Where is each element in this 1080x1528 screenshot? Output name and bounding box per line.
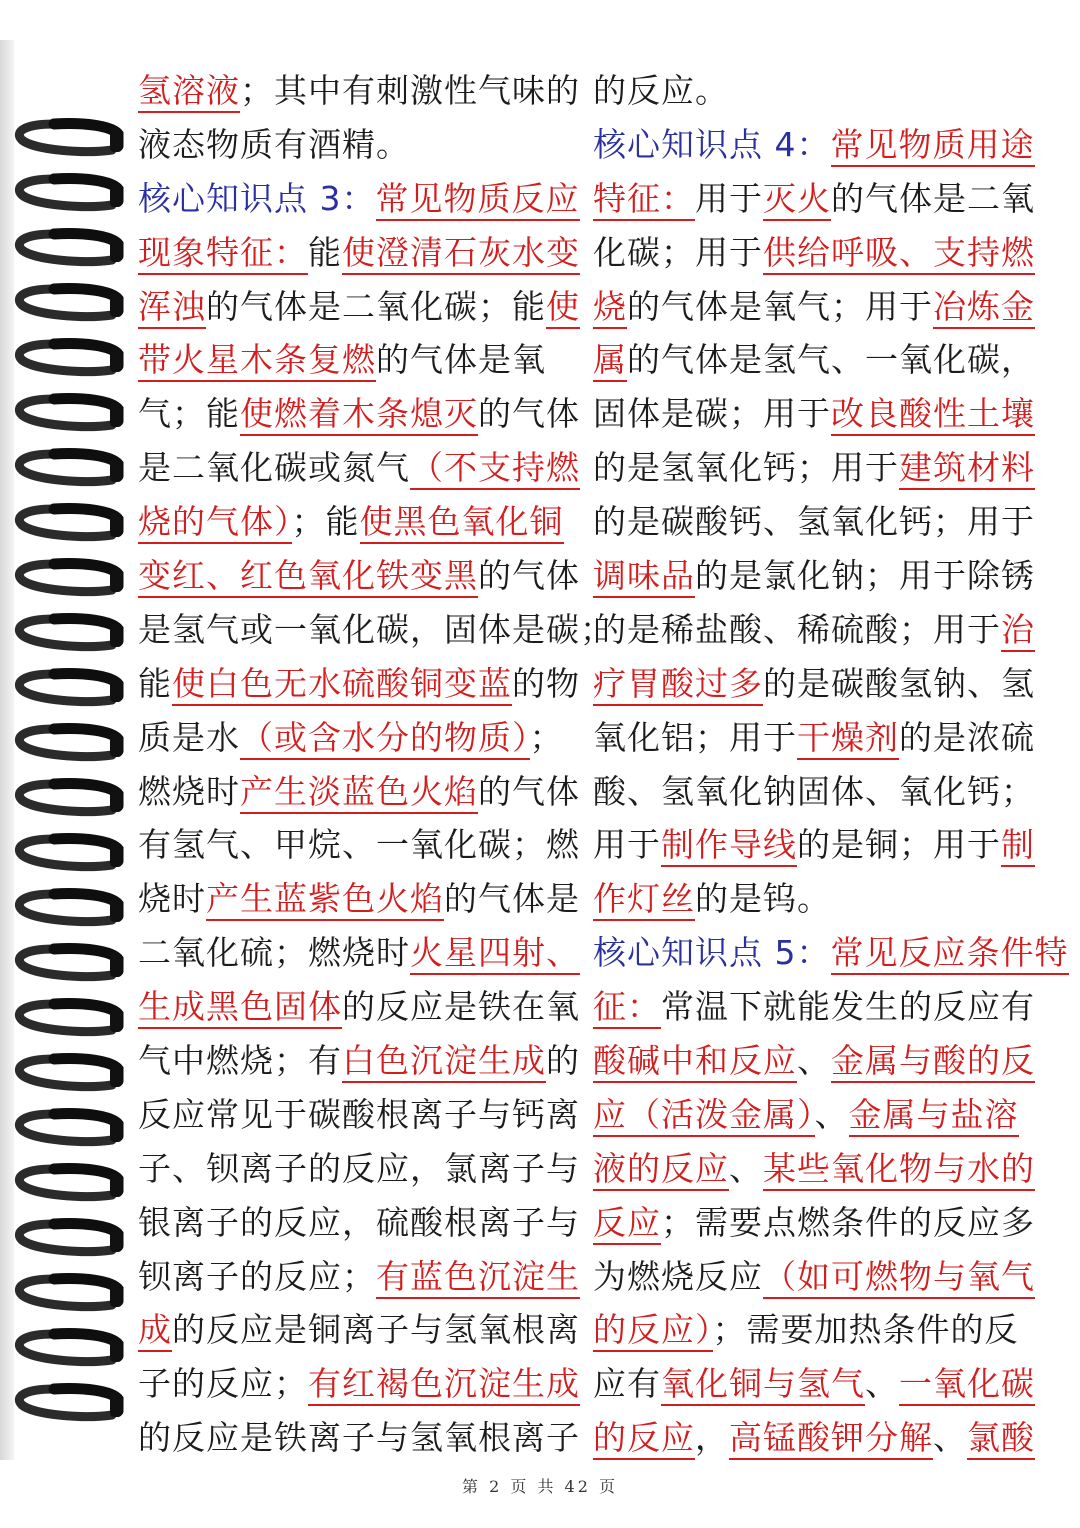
text-line <box>593 1088 1023 1142</box>
body-text: 质是水 <box>138 717 240 757</box>
highlighted-keyword: 变红、红色氧化铁变黑 <box>138 556 478 598</box>
body-text: 的是浓硫 <box>899 717 1035 757</box>
body-text: 子、钡离子的反应，氯离子与 <box>138 1148 580 1188</box>
highlighted-keyword: 某些氧化物与水的 <box>763 1149 1035 1191</box>
highlighted-keyword: 有红褐色沉淀生成 <box>308 1364 580 1406</box>
body-text: 、 <box>729 1148 763 1188</box>
text-line <box>593 980 1035 1034</box>
body-text: ；需要加热条件的反 <box>712 1310 1019 1350</box>
text-line <box>138 926 580 980</box>
body-text: 为燃烧反应 <box>593 1256 763 1296</box>
highlighted-keyword: 常见反应条件特 <box>831 933 1069 975</box>
highlighted-keyword: （不支持燃 <box>410 448 580 490</box>
body-text: 钡离子的反应； <box>138 1256 376 1296</box>
highlighted-keyword: 一氧化碳 <box>899 1364 1035 1406</box>
body-text: 能 <box>138 663 172 703</box>
highlighted-keyword: 疗胃酸过多 <box>593 664 763 706</box>
text-line <box>138 333 563 387</box>
highlighted-keyword: 带火星木条复燃 <box>138 340 376 382</box>
text-line <box>593 1142 1035 1196</box>
body-text: 的气体是氧 <box>376 340 546 380</box>
body-text: 的气体是二氧化碳；能 <box>206 286 546 326</box>
body-text: 气中燃烧；有 <box>138 1041 342 1081</box>
body-text: ；其中有刺激性气味的 <box>240 71 580 110</box>
text-line <box>593 280 1035 334</box>
highlighted-keyword: 使 <box>546 287 580 329</box>
highlighted-keyword: 的反应） <box>593 1310 713 1352</box>
body-text: 的反应是铜离子与氢氧根离 <box>172 1310 580 1350</box>
body-text: 化碳；用于 <box>593 232 763 272</box>
text-line <box>138 387 580 441</box>
binding-ring <box>19 508 122 537</box>
text-line <box>593 1196 1035 1250</box>
binding-ring <box>19 618 122 647</box>
body-text: 有氢气、甲烷、一氧化碳；燃 <box>138 825 580 865</box>
body-text: 用于 <box>593 825 661 865</box>
text-line <box>593 1357 1035 1411</box>
binding-ring <box>19 563 122 592</box>
text-line <box>593 495 1035 549</box>
text-line <box>138 1411 580 1465</box>
text-line <box>138 495 563 549</box>
text-line <box>138 657 580 711</box>
highlighted-keyword: 使白色无水硫酸铜变蓝 <box>172 664 512 706</box>
text-line <box>138 172 580 226</box>
body-text: 、 <box>814 1094 849 1134</box>
page-edge-shadow <box>0 40 14 1460</box>
text-line <box>593 1250 1035 1304</box>
left-text-column <box>138 64 614 1465</box>
body-text: 反应常见于碳酸根离子与钙离 <box>138 1094 580 1134</box>
binding-ring <box>19 893 122 922</box>
body-text: 固体是碳；用于 <box>593 394 831 434</box>
highlighted-keyword: 建筑材料 <box>899 448 1035 490</box>
highlighted-keyword: 金属与盐溶 <box>849 1095 1019 1137</box>
binding-ring <box>19 1003 122 1032</box>
text-line <box>138 549 580 603</box>
body-text: 的气体是 <box>444 879 580 919</box>
body-text: 氧化铝；用于 <box>593 717 797 757</box>
body-text: 是二氧化碳或氮气 <box>138 448 410 488</box>
text-line <box>593 1034 1035 1088</box>
highlighted-keyword: 酸碱中和反应 <box>593 1041 797 1083</box>
binding-ring <box>19 1223 122 1252</box>
highlighted-keyword: 产生淡蓝色火焰 <box>240 772 478 814</box>
text-line <box>138 1088 580 1142</box>
highlighted-keyword: 液的反应 <box>593 1149 729 1191</box>
body-text: 的是氯化钠；用于除锈 <box>695 556 1035 596</box>
text-line <box>593 549 1035 603</box>
highlighted-keyword: 应（活泼金属） <box>593 1095 815 1137</box>
section-heading: 核心知识点 5： <box>593 933 831 973</box>
text-line <box>138 118 563 172</box>
highlighted-keyword: （或含水分的物质） <box>240 718 530 760</box>
highlighted-keyword: 干燥剂 <box>797 718 899 760</box>
binding-ring <box>19 453 122 482</box>
text-line <box>138 1303 580 1357</box>
binding-ring <box>19 1388 122 1417</box>
body-text: 的是碳酸钙、氢氧化钙；用于 <box>593 502 1035 542</box>
body-text: 的物 <box>512 663 580 703</box>
binding-ring <box>19 838 122 867</box>
binding-ring <box>19 673 122 702</box>
text-line <box>138 226 580 280</box>
spiral-binding-icon <box>14 110 124 1460</box>
highlighted-keyword: 产生蓝紫色火焰 <box>206 879 444 921</box>
highlighted-keyword: 浑浊 <box>138 287 206 329</box>
text-line <box>593 765 1035 819</box>
text-line <box>138 1196 580 1250</box>
section-heading: 核心知识点 3： <box>138 178 376 218</box>
highlighted-keyword: 氧化铜与氢气 <box>661 1364 865 1406</box>
text-line <box>138 441 580 495</box>
text-line <box>593 1411 1035 1465</box>
highlighted-keyword: 氯酸 <box>967 1418 1035 1460</box>
body-text: 烧时 <box>138 879 206 919</box>
section-heading: 核心知识点 4： <box>593 124 831 164</box>
highlighted-keyword: （如可燃物与氧气 <box>763 1257 1035 1299</box>
body-text: 、 <box>865 1364 899 1404</box>
binding-ring <box>19 1333 122 1362</box>
text-line <box>593 64 1023 118</box>
highlighted-keyword: 制作导线 <box>661 825 797 867</box>
highlighted-keyword: 冶炼金 <box>933 287 1035 329</box>
body-text: 的反应。 <box>593 71 729 110</box>
body-text: 用于 <box>695 178 763 218</box>
body-text: 液态物质有酒精。 <box>138 124 410 164</box>
body-text: 的是钨。 <box>695 879 831 919</box>
body-text: 的气体是氢气、一氧化碳， <box>627 340 1035 380</box>
body-text: ； <box>529 717 564 757</box>
text-line <box>593 441 1035 495</box>
highlighted-keyword: 成 <box>138 1310 172 1352</box>
body-text: 的是铜；用于 <box>797 825 1001 865</box>
highlighted-keyword: 白色沉淀生成 <box>342 1041 546 1083</box>
body-text: 子的反应； <box>138 1364 308 1404</box>
highlighted-keyword: 常见物质反应 <box>376 179 580 221</box>
highlighted-keyword: 火星四射、 <box>410 933 580 975</box>
body-text: 、 <box>933 1418 967 1458</box>
text-line <box>138 1357 580 1411</box>
body-text: 常温下就能发生的反应有 <box>661 987 1035 1027</box>
body-text: ， <box>695 1418 729 1458</box>
text-line <box>138 980 580 1034</box>
highlighted-keyword: 高锰酸钾分解 <box>729 1418 933 1460</box>
text-line <box>593 926 1069 980</box>
body-text: 应有 <box>593 1364 661 1404</box>
binding-ring <box>19 288 122 317</box>
highlighted-keyword: 氢溶液 <box>138 71 240 113</box>
body-text: ；能 <box>291 502 360 542</box>
page-footer: 第 2 页 共 42 页 <box>462 1477 618 1496</box>
text-line <box>138 872 580 926</box>
text-line <box>593 711 1035 765</box>
body-text: 气；能 <box>138 394 240 434</box>
text-line <box>593 1303 1023 1357</box>
text-line <box>138 711 563 765</box>
text-line <box>593 818 1035 872</box>
body-text: 的气体是氧气；用于 <box>627 286 933 326</box>
binding-ring <box>19 1058 122 1087</box>
highlighted-keyword: 有蓝色沉淀生 <box>376 1257 580 1299</box>
binding-ring <box>19 1113 122 1142</box>
highlighted-keyword: 灭火 <box>763 179 831 221</box>
body-text: 的反应是铁在氧 <box>342 987 580 1027</box>
body-text: 的是氢氧化钙；用于 <box>593 448 899 488</box>
text-line <box>593 118 1035 172</box>
highlighted-keyword: 使燃着木条熄灭 <box>240 394 478 436</box>
text-line <box>138 1034 580 1088</box>
binding-ring <box>19 178 122 207</box>
body-text: 银离子的反应，硫酸根离子与 <box>138 1202 580 1242</box>
text-line <box>593 387 1035 441</box>
body-text: 的是稀盐酸、稀硫酸；用于 <box>593 609 1001 649</box>
body-text: 能 <box>308 232 342 272</box>
text-line <box>593 172 1035 226</box>
binding-ring <box>19 233 122 262</box>
body-text: 的反应是铁离子与氢氧根离子 <box>138 1418 580 1458</box>
highlighted-keyword: 金属与酸的反 <box>831 1041 1035 1083</box>
body-text: 酸、氢氧化钠固体、氧化钙； <box>593 771 1035 811</box>
highlighted-keyword: 的反应 <box>593 1418 695 1460</box>
text-line <box>138 280 580 334</box>
text-line <box>593 657 1035 711</box>
text-line <box>138 1142 580 1196</box>
highlighted-keyword: 烧 <box>593 287 627 329</box>
binding-ring <box>19 123 122 152</box>
text-line <box>138 818 580 872</box>
highlighted-keyword: 调味品 <box>593 556 695 598</box>
text-line <box>593 333 1035 387</box>
highlighted-keyword: 制 <box>1001 825 1035 867</box>
text-line <box>138 1250 580 1304</box>
text-line <box>593 226 1035 280</box>
body-text: 的气体 <box>478 556 580 596</box>
highlighted-keyword: 治 <box>1001 610 1035 652</box>
binding-ring <box>19 783 122 812</box>
highlighted-keyword: 特征： <box>593 179 695 221</box>
binding-ring <box>19 948 122 977</box>
text-line <box>138 603 614 657</box>
right-text-column <box>593 64 1069 1465</box>
highlighted-keyword: 改良酸性土壤 <box>831 394 1035 436</box>
text-line <box>593 603 1035 657</box>
highlighted-keyword: 征： <box>593 987 661 1029</box>
binding-ring <box>19 728 122 757</box>
text-line <box>593 872 1023 926</box>
body-text: ；需要点燃条件的反应多 <box>661 1202 1035 1242</box>
body-text: 燃烧时 <box>138 771 240 811</box>
highlighted-keyword: 常见物质用途 <box>831 125 1035 167</box>
highlighted-keyword: 使黑色氧化铜 <box>360 502 564 544</box>
body-text: 的 <box>546 1041 580 1081</box>
text-line <box>138 64 580 118</box>
text-line <box>138 765 580 819</box>
highlighted-keyword: 使澄清石灰水变 <box>342 233 580 275</box>
binding-ring <box>19 398 122 427</box>
highlighted-keyword: 反应 <box>593 1203 661 1245</box>
body-text: 、 <box>797 1041 831 1081</box>
highlighted-keyword: 供给呼吸、支持燃 <box>763 233 1035 275</box>
body-text: 的是碳酸氢钠、氢 <box>763 663 1035 703</box>
body-text: 是氢气或一氧化碳，固体是碳； <box>138 609 614 649</box>
binding-ring <box>19 1168 122 1197</box>
highlighted-keyword: 烧的气体） <box>138 502 292 544</box>
highlighted-keyword: 作灯丝 <box>593 879 695 921</box>
binding-ring <box>19 343 122 372</box>
body-text: 的气体 <box>478 771 580 811</box>
highlighted-keyword: 属 <box>593 340 627 382</box>
body-text: 的气体是二氧 <box>831 178 1035 218</box>
highlighted-keyword: 生成黑色固体 <box>138 987 342 1029</box>
binding-ring <box>19 1278 122 1307</box>
highlighted-keyword: 现象特征： <box>138 233 308 275</box>
body-text: 二氧化硫；燃烧时 <box>138 933 410 973</box>
body-text: 的气体 <box>478 394 580 434</box>
